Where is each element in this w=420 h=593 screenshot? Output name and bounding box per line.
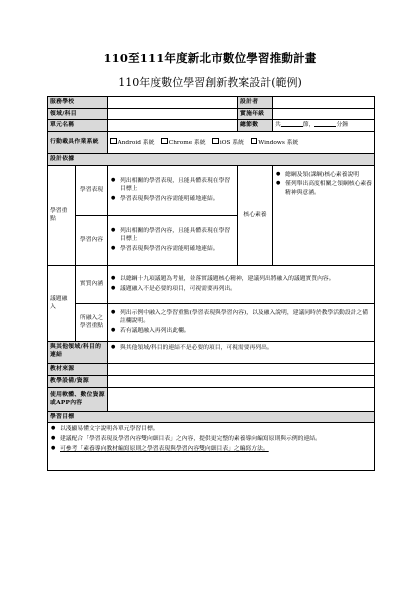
row-equipment [48,375,375,387]
learning-performance-label: 學習表現 [76,165,108,215]
objective-item: ● 以淺顯易懂文字說明各單元學習目標。 [50,425,372,434]
integrated-focus-label: 所融入之學習重點 [76,303,108,341]
checkbox-icon [251,138,258,145]
equipment-field[interactable] [108,375,375,387]
os-option-android[interactable]: Android 系統 [110,140,154,146]
domain-field[interactable] [108,108,238,120]
core-literacy-content[interactable] [273,165,375,265]
hours-blank-1[interactable] [281,121,303,127]
hours-unit1: 節， [302,122,315,129]
row-learning-performance [48,165,375,215]
os-option-ios[interactable]: iOS 系統 [212,140,244,146]
core-literacy-item: ● 僅列舉出高度相關之領綱核心素養精神與意涵。 [275,180,372,197]
os-option-windows[interactable]: Windows 系統 [251,140,299,146]
learning-objectives-header: 學習目標 [48,411,375,423]
core-literacy-label: 核心素養 [238,165,273,265]
substantive-item: ● 以總綱十九項議題為考量，並落實議題核心精神，建議列出將融入的議題實質內容。 [110,275,372,284]
hours-label: 總節數 [238,120,273,132]
learning-performance-item: ● 列出相關的學習表現，且能具體表現在學習目標上 [110,177,235,194]
checkbox-icon [161,138,168,145]
tech-app-field[interactable] [108,387,375,411]
learning-content-label: 學習內容 [76,215,108,265]
learning-content-item: ● 學習表現與學習內容需能明確地連結。 [110,245,235,254]
row-tools [48,132,375,154]
unit-field[interactable] [108,120,238,132]
checkbox-icon [212,138,219,145]
row-school [48,97,375,109]
learning-objectives-content[interactable] [48,423,375,471]
domain-label: 領域/科目 [48,108,108,120]
row-tech-app [48,387,375,411]
row-substantive [48,265,375,303]
hours-prefix: 共 [275,122,281,129]
tools-label: 行動載具作業系統 [48,132,108,154]
school-field[interactable] [108,97,238,109]
hours-unit2: 分鐘 [336,122,349,129]
learning-focus-label: 學習重點 [48,165,76,265]
row-design-basis [48,154,375,166]
lesson-plan-table [47,96,375,471]
learning-performance-content[interactable] [108,165,238,215]
school-label: 服務學校 [48,97,108,109]
grade-field[interactable] [273,108,375,120]
substantive-content[interactable] [108,265,375,303]
integrated-item: ● 若有議題融入再列出此欄。 [110,327,372,336]
core-literacy-item: ● 總綱及領(課綱)核心素養說明 [275,171,372,180]
checkbox-icon [110,138,117,145]
row-materials [48,363,375,375]
row-integrated-focus [48,303,375,341]
integrated-focus-content[interactable] [108,303,375,341]
other-domain-content[interactable] [108,341,375,363]
hours-blank-2[interactable] [314,121,336,127]
row-objectives-header [48,411,375,423]
tech-app-label: 使用軟體、數位資源或APP內容 [48,387,108,411]
page-title: 110至111年度新北市數位學習推動計畫 [103,51,317,65]
materials-source-label: 教材來源 [48,363,108,375]
objective-item: ● 可參考「素養導向教材編寫原則之學習表現與學習內容雙向細目表」之編寫方法。 [50,445,372,454]
os-options [108,132,375,154]
other-domain-label: 與其他領域/科目的連結 [48,341,108,363]
row-domain [48,108,375,120]
row-unit [48,120,375,132]
designer-field[interactable] [273,97,375,109]
grade-label: 實施年級 [238,108,273,120]
learning-content-content[interactable] [108,215,238,265]
designer-label: 設計者 [238,97,273,109]
page-subtitle: 110年度數位學習創新教案設計(範例) [118,76,302,89]
integrated-item: ● 列出示例中融入之學習重點(學習表現與學習內容)，以及融入說明，建議同時於教學活動設計之備註欄說明。 [110,309,372,326]
equipment-label: 教學設備/資源 [48,375,108,387]
objective-item: ● 建議配合「學習表現及學習內容雙向細目表」之內容，提供更完整的素養導向編寫原則與示例的連結。 [50,435,372,444]
learning-performance-item: ● 學習表現與學習內容需能明確地連結。 [110,195,235,204]
substantive-content-label: 實質內涵 [76,265,108,303]
row-objectives [48,423,375,471]
issue-integration-label: 議題融入 [48,265,76,341]
row-other-domain [48,341,375,363]
substantive-item: ● 議題融入不是必要的項目，可視需要再列出。 [110,285,372,294]
learning-content-item: ● 列出相關的學習內容，且能具體表現在學習目標上 [110,227,235,244]
unit-label: 單元名稱 [48,120,108,132]
materials-source-field[interactable] [108,363,375,375]
design-basis-header: 設計依據 [48,154,375,166]
os-option-chrome[interactable]: Chrome 系統 [161,140,205,146]
hours-field[interactable] [273,120,375,132]
other-domain-item: ● 與其他領域/科目的連結不是必要的項目，可視需要再列出。 [110,344,372,353]
